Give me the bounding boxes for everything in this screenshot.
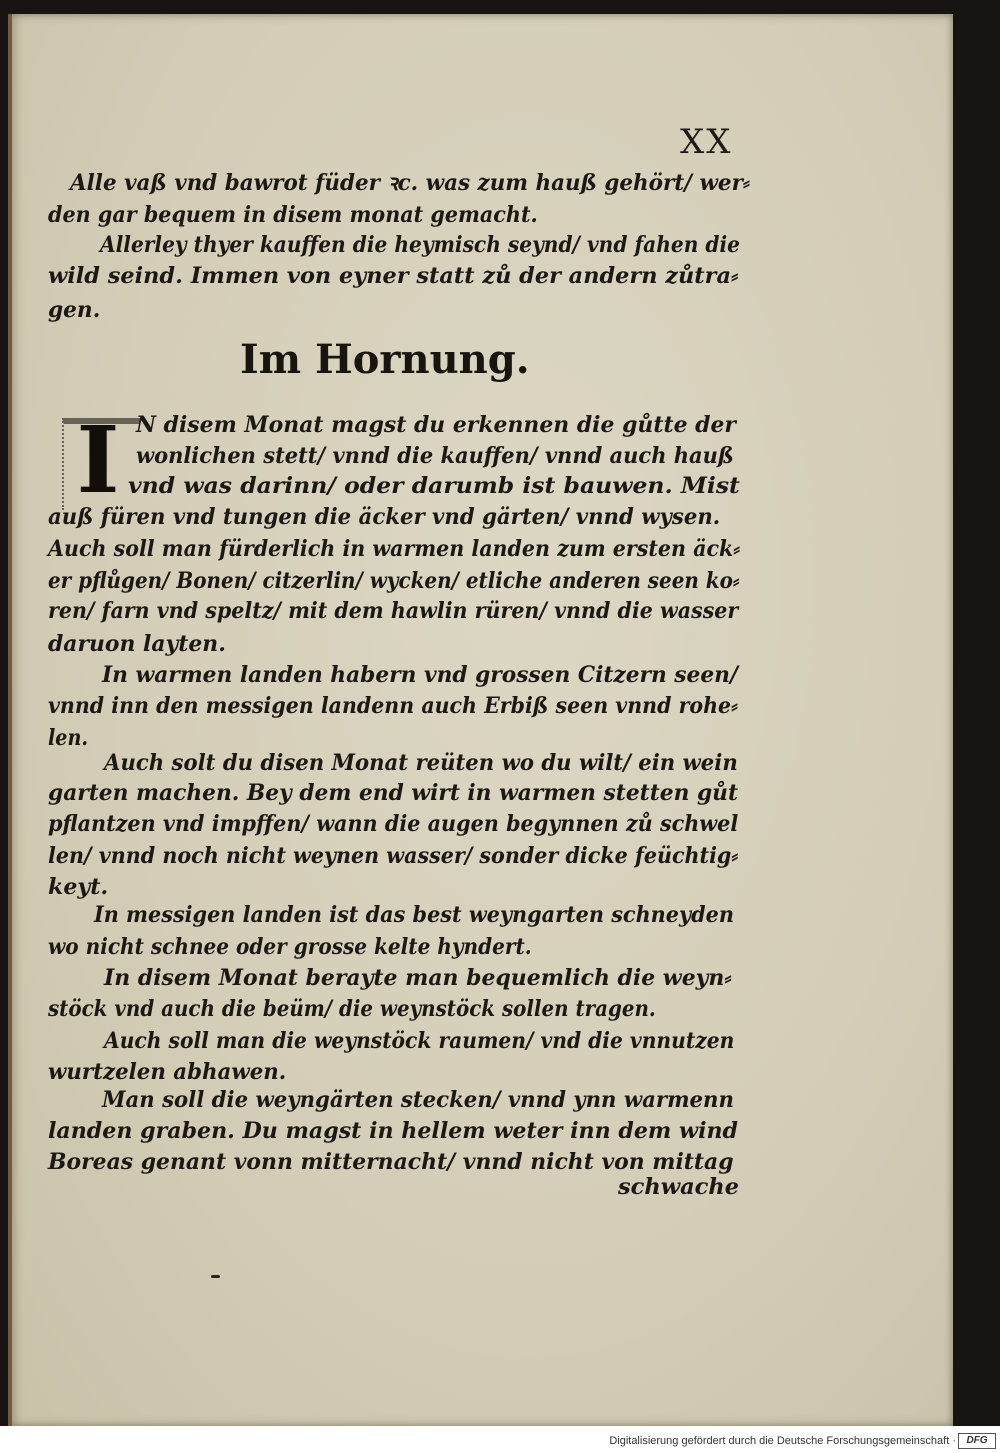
text-line: Auch solt du disen Monat reüten wo du wilt/ ein wein [104, 750, 738, 776]
text-line: auß füren vnd tungen die äcker vnd gärten/ vnnd wysen. [48, 504, 721, 530]
text-line: wurtzelen abhawen. [48, 1059, 287, 1085]
text-line: Allerley thyer kauffen die heymisch seynd/ vnd fahen die [100, 232, 740, 258]
text-line: keyt. [48, 874, 109, 900]
text-line: Auch soll man fürderlich in warmen landen zum ersten äck⸗ [48, 536, 741, 562]
text-line: wo nicht schnee oder grosse kelte hyndert. [48, 934, 532, 960]
dfg-logo-icon: DFG [958, 1433, 996, 1449]
text-line: In warmen landen habern vnd grossen Citzern seen/ [102, 662, 738, 688]
text-line: daruon layten. [48, 631, 226, 657]
section-heading: Im Hornung. [240, 336, 530, 383]
text-line: Man soll die weyngärten stecken/ vnnd ynn warmenn [102, 1087, 734, 1113]
gutter-edge [8, 14, 12, 1426]
ink-speck [211, 1275, 220, 1278]
text-line: In messigen landen ist das best weyngarten schneyden [94, 902, 734, 928]
text-line: wild seind. Immen von eyner statt zů der andern zůtra⸗ [48, 263, 739, 289]
footer-bar [0, 1426, 1000, 1453]
text-line: wonlichen stett/ vnnd die kauffen/ vnnd auch hauß [136, 443, 734, 469]
text-line: len. [48, 725, 89, 751]
book-page [8, 14, 953, 1426]
text-line: garten machen. Bey dem end wirt in warmen stetten gůt [48, 780, 739, 806]
text-line: pflantzen vnd impffen/ wann die augen begynnen zů schwel [48, 811, 739, 837]
text-line: landen graben. Du magst in hellem weter inn dem wind [48, 1118, 739, 1144]
text-line: vnnd inn den messigen landenn auch Erbiß seen vnnd rohe⸗ [48, 693, 738, 719]
text-line: N disem Monat magst du erkennen die gůtte der [136, 412, 736, 438]
text-line: ren/ farn vnd speltz/ mit dem hawlin rüren/ vnnd die wasser [48, 598, 739, 624]
text-line: den gar bequem in disem monat gemacht. [48, 202, 538, 228]
text-line: vnd was darinn/ oder darumb ist bauwen. Mist [128, 473, 740, 499]
text-line: Auch soll man die weynstöck raumen/ vnd die vnnutzen [104, 1028, 735, 1054]
catchword: schwache [618, 1174, 740, 1200]
text-line: Boreas genant vonn mitternacht/ vnnd nicht von mittag [48, 1149, 734, 1175]
text-line: In disem Monat berayte man bequemlich die weyn⸗ [104, 965, 732, 991]
funding-notice: Digitalisierung gefördert durch die Deutsche Forschungsgemeinschaft · [609, 1435, 956, 1447]
text-line: gen. [48, 297, 101, 323]
page-folio-number: XX [680, 122, 733, 162]
text-line: len/ vnnd noch nicht weynen wasser/ sonder dicke feüchtig⸗ [48, 843, 739, 869]
initial-letter: I [76, 406, 120, 514]
text-line: stöck vnd auch die beüm/ die weynstöck sollen tragen. [48, 996, 656, 1022]
text-line: er pflůgen/ Bonen/ citzerlin/ wycken/ etliche anderen seen ko⸗ [48, 568, 740, 594]
text-line: Alle vaß vnd bawrot füder ꝛc. was zum hauß gehört/ wer⸗ [70, 170, 751, 196]
